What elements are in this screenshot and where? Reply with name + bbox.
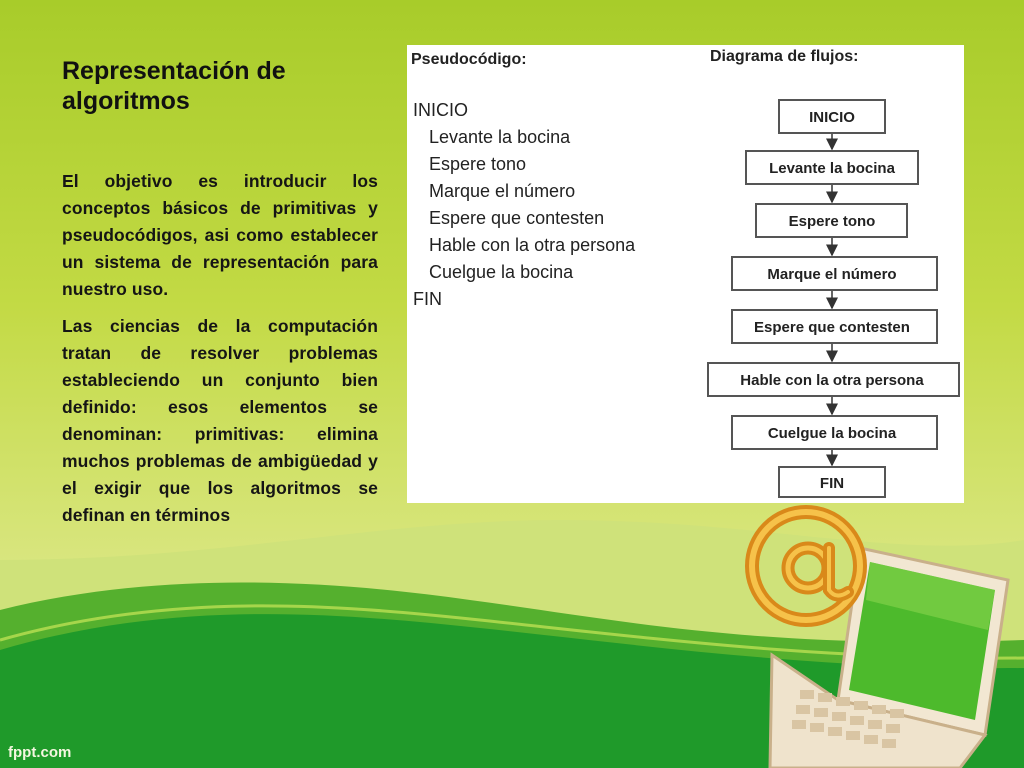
footer-brand: fppt.com	[8, 744, 72, 761]
pseudocode-line: Espere tono	[429, 154, 527, 174]
flow-step-label: Levante la bocina	[769, 160, 895, 177]
flow-step-label: INICIO	[809, 109, 855, 126]
flow-step-label: Hable con la otra persona	[740, 372, 924, 389]
pseudocode-line: Espere que contesten	[429, 208, 605, 228]
pseudocode-line: Cuelgue la bocina	[429, 262, 574, 282]
slide-body	[62, 168, 378, 539]
flow-step-label: Marque el número	[767, 266, 897, 283]
paragraph-objective: El objetivo es introducir los conceptos básicos de primitivas y pseudocódigos, asi como establecer un sistema de representación para nuestro uso.	[62, 171, 378, 299]
paragraph-computing-sciences: Las ciencias de la computación tratan de resolver problemas estableciendo un conjunto bien definido: esos elementos se denominan: primitivas: elimina muchos problemas de ambigüedad y el exigir que los algoritmos se definan en términos	[62, 316, 378, 525]
pseudocode-line: Marque el número	[429, 181, 576, 201]
pseudocode-line: FIN	[413, 289, 442, 309]
flow-step-label: FIN	[819, 475, 845, 492]
flow-step-label: Espere tono	[788, 213, 876, 230]
flow-step-label: Cuelgue la bocina	[767, 425, 897, 442]
pseudocode-line: INICIO	[413, 100, 469, 120]
flowchart-heading: Diagrama de flujos:	[710, 48, 859, 65]
slide-title: Representación de algoritmos	[62, 57, 286, 115]
pseudocode-line: Levante la bocina	[429, 127, 571, 147]
figure-panel	[407, 45, 964, 503]
pseudocode-heading: Pseudocódigo:	[411, 51, 527, 68]
pseudocode-line: Hable con la otra persona	[429, 235, 636, 255]
flowchart	[407, 45, 964, 503]
flow-step-label: Espere que contesten	[754, 319, 910, 336]
